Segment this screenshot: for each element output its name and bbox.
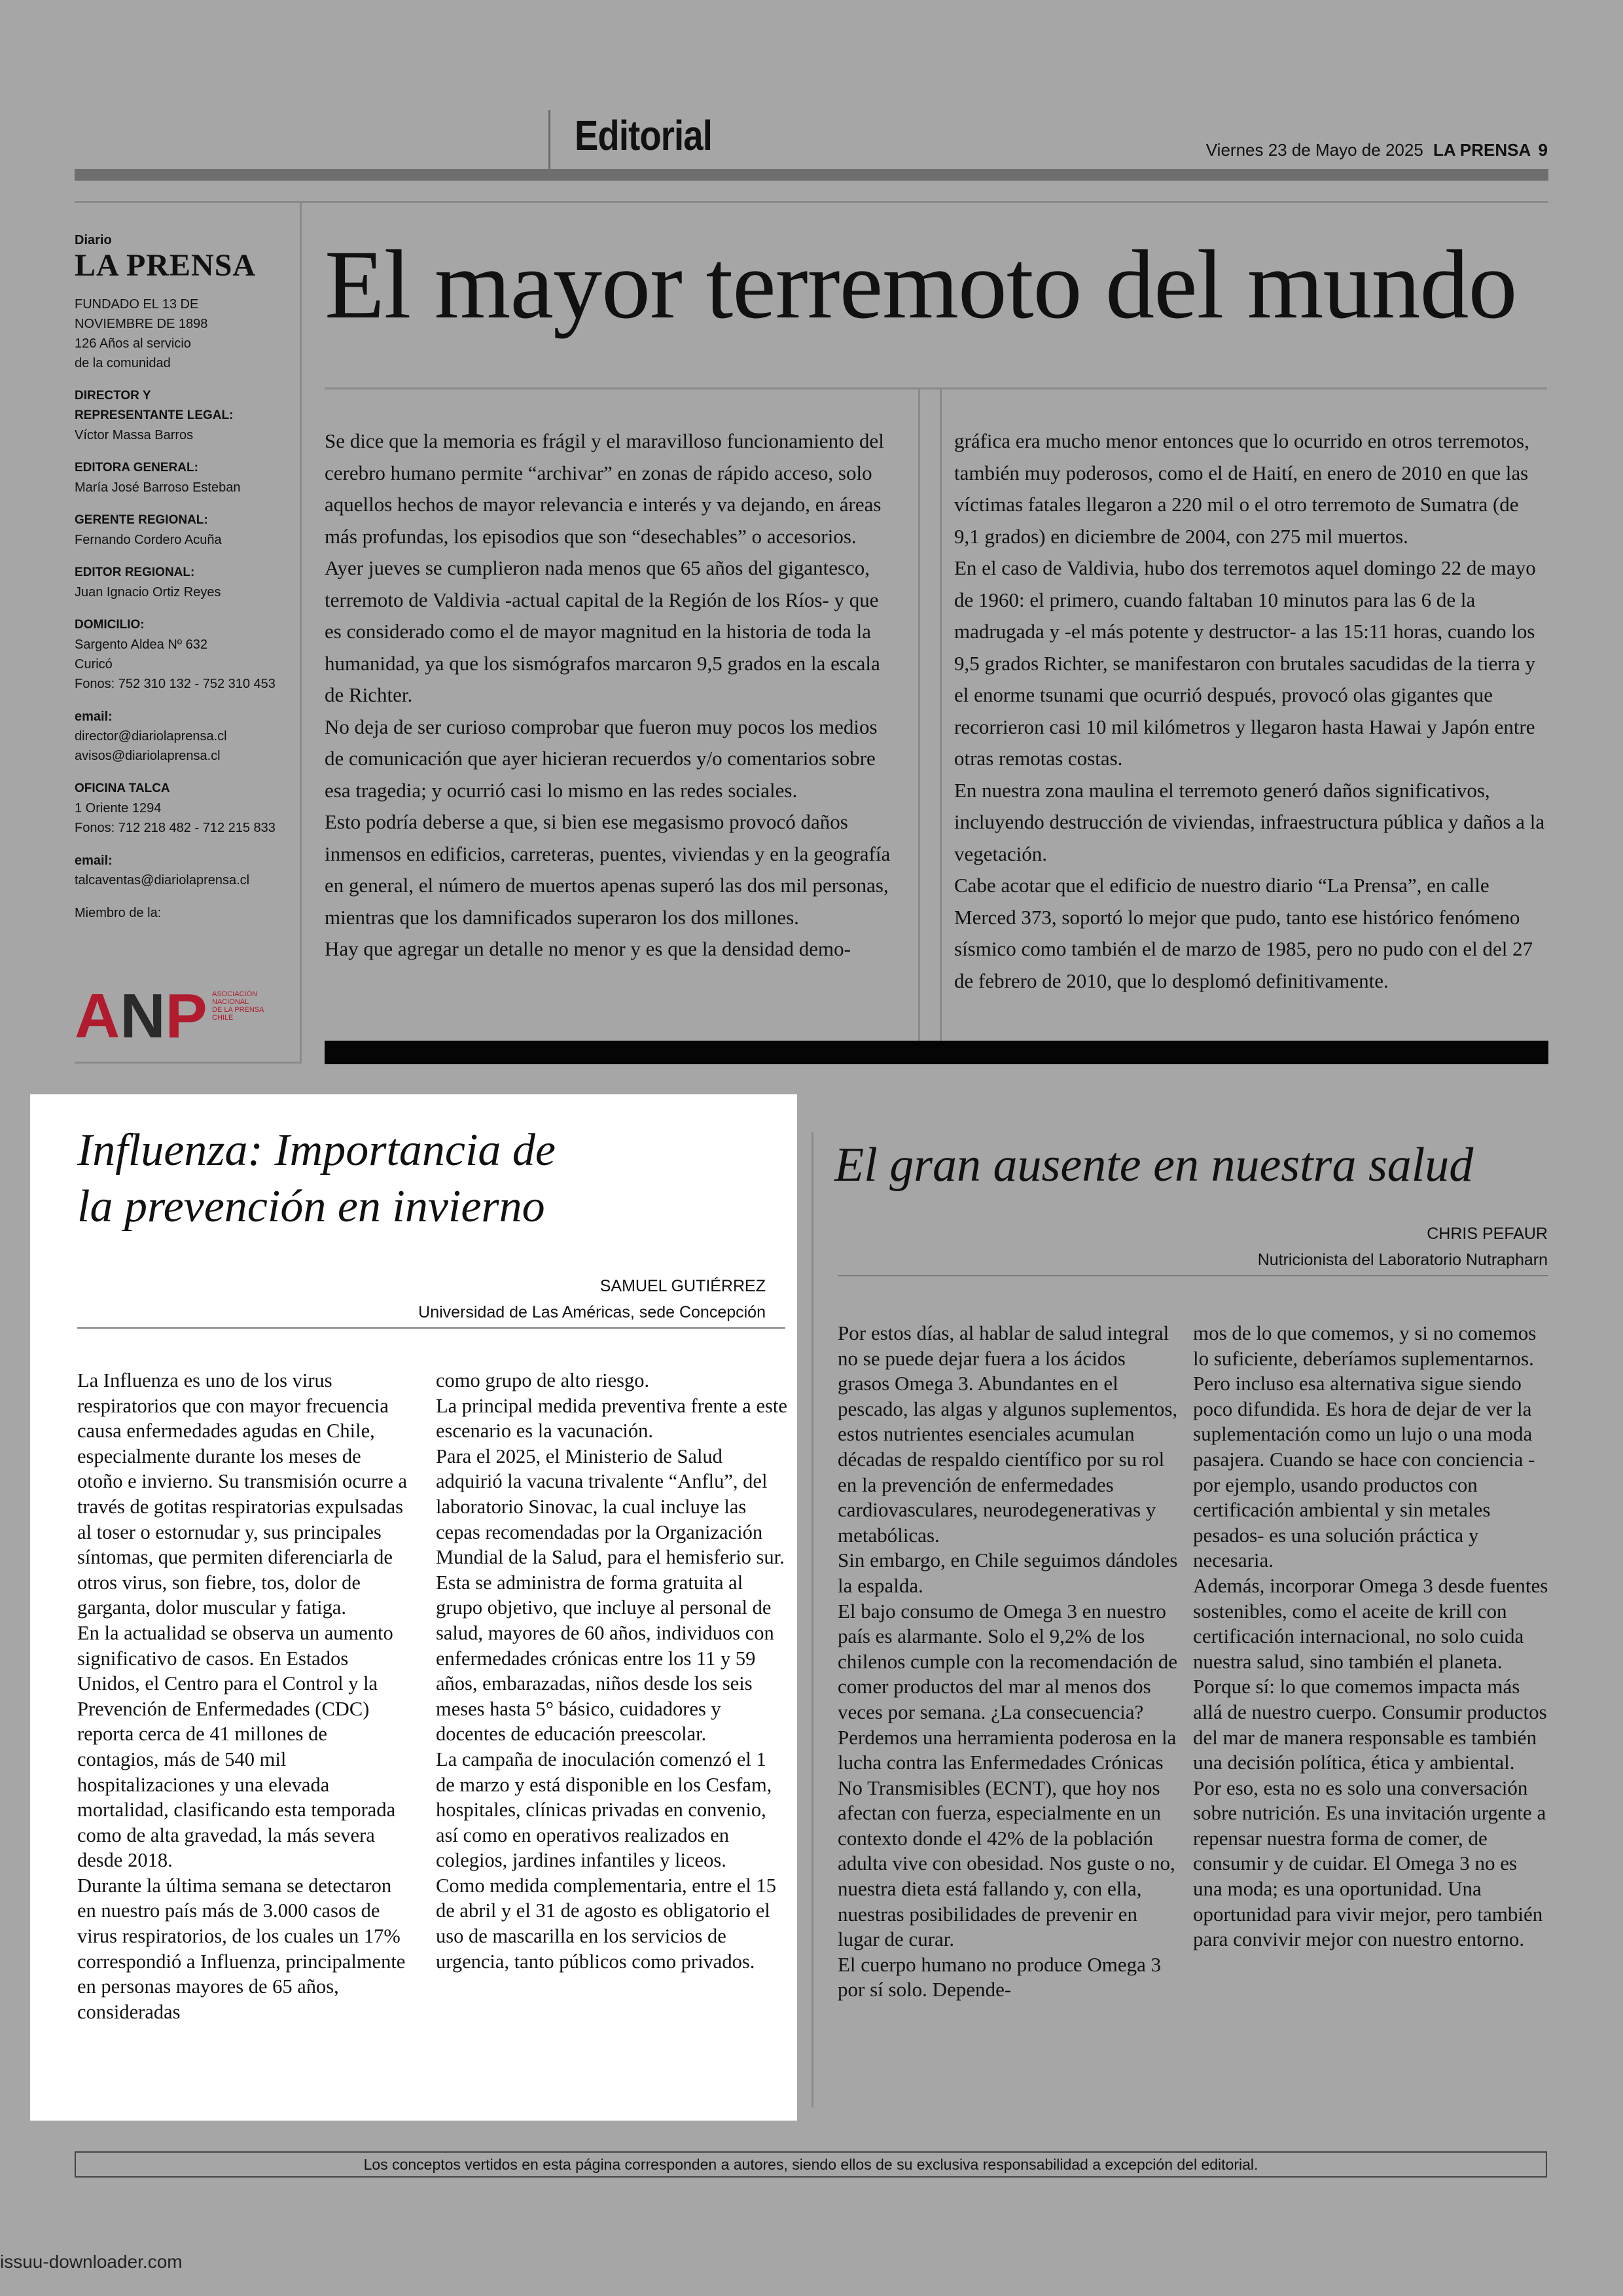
masthead-email2 [75,851,297,890]
gerente-name: Fernando Cordero Acuña [75,533,222,547]
paragraph: gráfica era mucho menor entonces que lo ocurrido en otros terremotos, también muy poderosos, como el de Haití, en enero de 2010 en que las víctimas fatales llegaron a 220 mil o el otro terremoto de Sumatra (de 9,1 grados) en diciembre de 2004, con 275 mil muertos. [954,429,1529,548]
paragraph: Durante la última semana se detectaron en nuestro país más de 3.000 casos de virus respiratorios, de los cuales un 17% correspondió a Influenza, principalmente en personas mayores de 65 años, consideradas [77,1874,406,2023]
paragraph: Se dice que la memoria es frágil y el maravilloso funcionamiento del cerebro humano permite “archivar” en zonas de rápido acceso, solo aquellos hechos de mayor relevancia e interés y va dejando, en áreas más profundas, los episodios que son “desechables” o accesorios. [325,429,884,548]
paragraph: En el caso de Valdivia, hubo dos terremotos aquel domingo 22 de mayo de 1960: el primero, cuando faltaban 10 minutos para las 6 de la madrugada y -el más potente y destructor- a las 15:11 horas, cuando los 9,5 grados Richter, se manifestaron con brutales sacudidas de la tierra y el enorme tsunami que ocurrió después, provocó olas gigantes que recorrieron casi 10 mil kilómetros y llegaron hasta Hawai y Japón entre otras remotas costas. [954,556,1536,770]
column-divider [918,389,920,1041]
anp-logo-sub: ASOCIACIÓN NACIONAL DE LA PRENSA CHILE [212,990,264,1022]
paragraph: No deja de ser curioso comprobar que fueron muy pocos los medios de comunicación que ayer hicieran recuerdos y/o comentarios sobre esa tragedia; y ocurrió casi lo mismo en las redes sociales. [325,715,878,802]
influenza-byline [418,1273,766,1325]
paragraph: En nuestra zona maulina el terremoto generó daños significativos, incluyendo destrucción de viviendas, infraestructura pública y daños a la vegetación. [954,778,1545,865]
paragraph: La Influenza es uno de los virus respiratorios que con mayor frecuencia causa enfermedades agudas en Chile, especialmente durante los meses de otoño e invierno. Su transmisión ocurre a través de gotitas respiratorias expulsadas al toser o estornudar y, sus principales síntomas, que permiten diferenciarla de otros virus, son fiebre, tos, dolor de garganta, dolor muscular y fatiga. [77,1369,407,1619]
omega-title: El gran ausente en nuestra salud [834,1138,1474,1192]
paragraph: La campaña de inoculación comenzó el 1 de marzo y está disponible en los Cesfam, hospitales, clínicas privadas en convenio, así como en operativos realizados en colegios, jardines infantiles y liceos. [436,1748,772,1872]
talca-heading: OFICINA TALCA [75,781,170,795]
founded-line: 126 Años al servicio [75,336,191,351]
email-link[interactable]: director@diariolaprensa.cl [75,729,227,744]
editor-name: Juan Ignacio Ortiz Reyes [75,585,221,600]
editorial-black-bar [325,1041,1548,1064]
watermark: issuu-downloader.com [0,2251,183,2272]
influenza-title [77,1122,784,1235]
paragraph: Hay que agregar un detalle no menor y es que la densidad demo- [325,937,851,960]
influenza-column-1 [77,1368,408,2024]
masthead-editora [75,458,297,497]
masthead-sidebar [75,230,297,923]
editorial-rule [325,387,1547,389]
talca-line: Fonos: 712 218 482 - 712 215 833 [75,821,276,835]
masthead-member: Miembro de la: [75,906,162,920]
editor-heading: EDITOR REGIONAL: [75,565,195,579]
paragraph: como grupo de alto riesgo. [436,1369,650,1391]
paragraph: Cabe acotar que el edificio de nuestro diario “La Prensa”, en calle Merced 373, soportó lo mejor que pudo, tanto ese histórico fenómeno sísmico como también el de marzo de 1985, pero no pudo con el del 27 de febrero de 2010, que lo desplomó definitivamente. [954,874,1533,992]
masthead-founded [75,295,297,373]
header-thick-rule [75,169,1548,181]
influenza-rule [77,1327,785,1329]
paragraph: Además, incorporar Omega 3 desde fuentes sostenibles, como el aceite de krill con certificación internacional, no solo cuida nuestra salud, sino también el planeta. Porque sí: lo que comemos impacta más allá de nuestro cuerpo. Consumir productos del mar de manera responsable es también una decisión política, ética y ambiental. [1193,1573,1548,1774]
domicilio-line: Fonos: 752 310 132 - 752 310 453 [75,677,276,691]
masthead-gerente [75,511,297,550]
omega-rule [838,1275,1548,1276]
omega-author: CHRIS PEFAUR [1427,1225,1548,1243]
paragraph: Ayer jueves se cumplieron nada menos que 65 años del gigantesco, terremoto de Valdivia -actual capital de la Región de los Ríos- y que es considerado como el de mayor magnitud en la historia de toda la humanidad, ya que los sismógrafos marcaron 9,5 grados en la escala de Richter. [325,556,880,706]
domicilio-line: Sargento Aldea Nº 632 [75,637,208,652]
editorial-column-1 [325,425,901,965]
masthead-director [75,386,297,445]
omega-divider [812,1132,813,2108]
omega-byline [1258,1221,1548,1273]
paragraph: mos de lo que comemos, y si no comemos lo suficiente, deberíamos suplementarnos. Pero incluso esa alternativa sigue siendo poco difundida. Es hora de dejar de ver la suplementación como un lujo o una moda pasajera. Cuando se hace con conciencia -por ejemplo, usando productos con certificación ambiental y sin metales pesados- es una solución práctica y necesaria. [1193,1321,1537,1572]
founded-line: de la comunidad [75,356,171,370]
masthead-domicilio [75,615,297,694]
paragraph: Esto podría deberse a que, si bien ese megasismo provocó daños inmensos en edificios, carreteras, puentes, viviendas y en la geografía en general, el número de muertos apenas superó las dos mil personas, mientras que los damnificados superaron los dos millones. [325,810,891,929]
email-link[interactable]: talcaventas@diariolaprensa.cl [75,873,250,888]
paragraph: Como medida complementaria, entre el 15 de abril y el 31 de agosto es obligatorio el uso de mascarilla en los servicios de urgencia, tanto públicos como privados. [436,1874,777,1973]
masthead-editor [75,563,297,602]
influenza-title-line: Influenza: Importancia de [77,1125,556,1175]
paragraph: La principal medida preventiva frente a este escenario es la vacunación. [436,1394,787,1443]
gerente-heading: GERENTE REGIONAL: [75,513,208,527]
director-heading: DIRECTOR Y [75,389,151,403]
paragraph: En la actualidad se observa un aumento significativo de casos. En Estados Unidos, el Centro para el Control y la Prevención de Enfermedades (CDC) reporta cerca de 41 millones de contagios, más de 540 mil hospitalizaciones y una elevada mortalidad, clasificando esta temporada como de alta gravedad, la más severa desde 2018. [77,1621,396,1872]
influenza-title-line: la prevención en invierno [77,1181,545,1232]
column-divider [940,389,942,1041]
domicilio-heading: DOMICILIO: [75,618,145,632]
editorial-column-2 [954,425,1546,997]
masthead-diario: Diario [75,233,112,247]
editora-name: María José Barroso Esteban [75,480,241,495]
paragraph: Para el 2025, el Ministerio de Salud adquirió la vacuna trivalente “Anflu”, del laboratorio Sinovac, la cual incluye las cepas recomendadas por la Organización Mundial de la Salud, para el hemisferio sur. Esta se administra de forma gratuita al grupo objetivo, que incluye al personal de salud, mayores de 60 años, individuos con enfermedades crónicas entre los 11 y 59 años, embarazadas, niños desde los seis meses hasta 5° básico, cuidadores y docentes de educación preescolar. [436,1444,785,1746]
omega-affiliation: Nutricionista del Laboratorio Nutrapharn [1257,1251,1548,1269]
director-heading: REPRESENTANTE LEGAL: [75,408,234,422]
masthead-brand: LA PRENSA [75,248,257,283]
anp-logo-icon [75,982,271,1044]
page-disclaimer: Los conceptos vertidos en esta página corresponden a autores, siendo ellos de su exclusiva responsabilidad a excepción del editorial. [75,2151,1547,2178]
talca-line: 1 Oriente 1294 [75,801,162,816]
email2-heading: email: [75,853,113,868]
email-link[interactable]: avisos@diariolaprensa.cl [75,749,221,763]
sidebar-divider [300,203,302,1064]
masthead-email [75,707,297,766]
header-date-line [1206,140,1548,160]
paragraph: Por estos días, al hablar de salud integral no se puede dejar fuera a los ácidos grasos Omega 3. Abundantes en el pescado, las algas y algunos suplementos, estos nutrientes esenciales acumulan décadas de respaldo científico por su rol en la prevención de enfermedades cardiovasculares, neurodegenerativas y metabólicas. [838,1321,1178,1547]
influenza-author: SAMUEL GUTIÉRREZ [599,1277,766,1295]
paragraph: Sin embargo, en Chile seguimos dándoles la espalda. [838,1549,1178,1597]
founded-line: FUNDADO EL 13 DE [75,297,199,312]
influenza-column-2 [436,1368,789,1974]
header-separator [548,110,550,170]
paragraph: Por eso, esta no es solo una conversación sobre nutrición. Es una invitación urgente a repensar nuestra forma de comer, de consumir y de cuidar. El Omega 3 no es una moda; es una oportunidad. Una oportunidad para vivir mejor, pero también para convivir mejor con nuestro entorno. [1193,1776,1546,1951]
header-thin-rule [75,201,1548,203]
editorial-headline: El mayor terremoto del mundo [325,230,1517,339]
editora-heading: EDITORA GENERAL: [75,461,198,475]
omega-column-1 [838,1321,1178,2003]
paragraph: El bajo consumo de Omega 3 en nuestro país es alarmante. Solo el 9,2% de los chilenos cumple con la recomendación de comer productos del mar al menos dos veces por semana. ¿La consecuencia? Perdemos una herramienta poderosa en la lucha contra las Enfermedades Crónicas No Transmisibles (ECNT), que hoy nos afectan con fuerza, especialmente en un contexto donde el 42% de la población adulta vive con obesidad. Nos guste o no, nuestra dieta está fallando y, con ella, nuestras posibilidades de prevenir en lugar de curar. [838,1599,1178,1951]
paragraph: El cuerpo humano no produce Omega 3 por sí solo. Depende- [838,1952,1162,2001]
domicilio-line: Curicó [75,657,113,672]
header-paper: LA PRENSA [1433,140,1531,160]
director-name: Víctor Massa Barros [75,428,194,442]
founded-line: NOVIEMBRE DE 1898 [75,317,208,331]
sidebar-bottom-rule [75,1062,301,1064]
header-page-number: 9 [1538,140,1548,160]
omega-column-2 [1193,1321,1550,1952]
header-date: Viernes 23 de Mayo de 2025 [1205,140,1423,160]
masthead-talca [75,779,297,838]
email-heading: email: [75,709,113,724]
influenza-affiliation: Universidad de Las Américas, sede Concepción [418,1303,766,1321]
anp-logo-text: ANP [75,982,207,1044]
section-title: Editorial [575,112,712,159]
